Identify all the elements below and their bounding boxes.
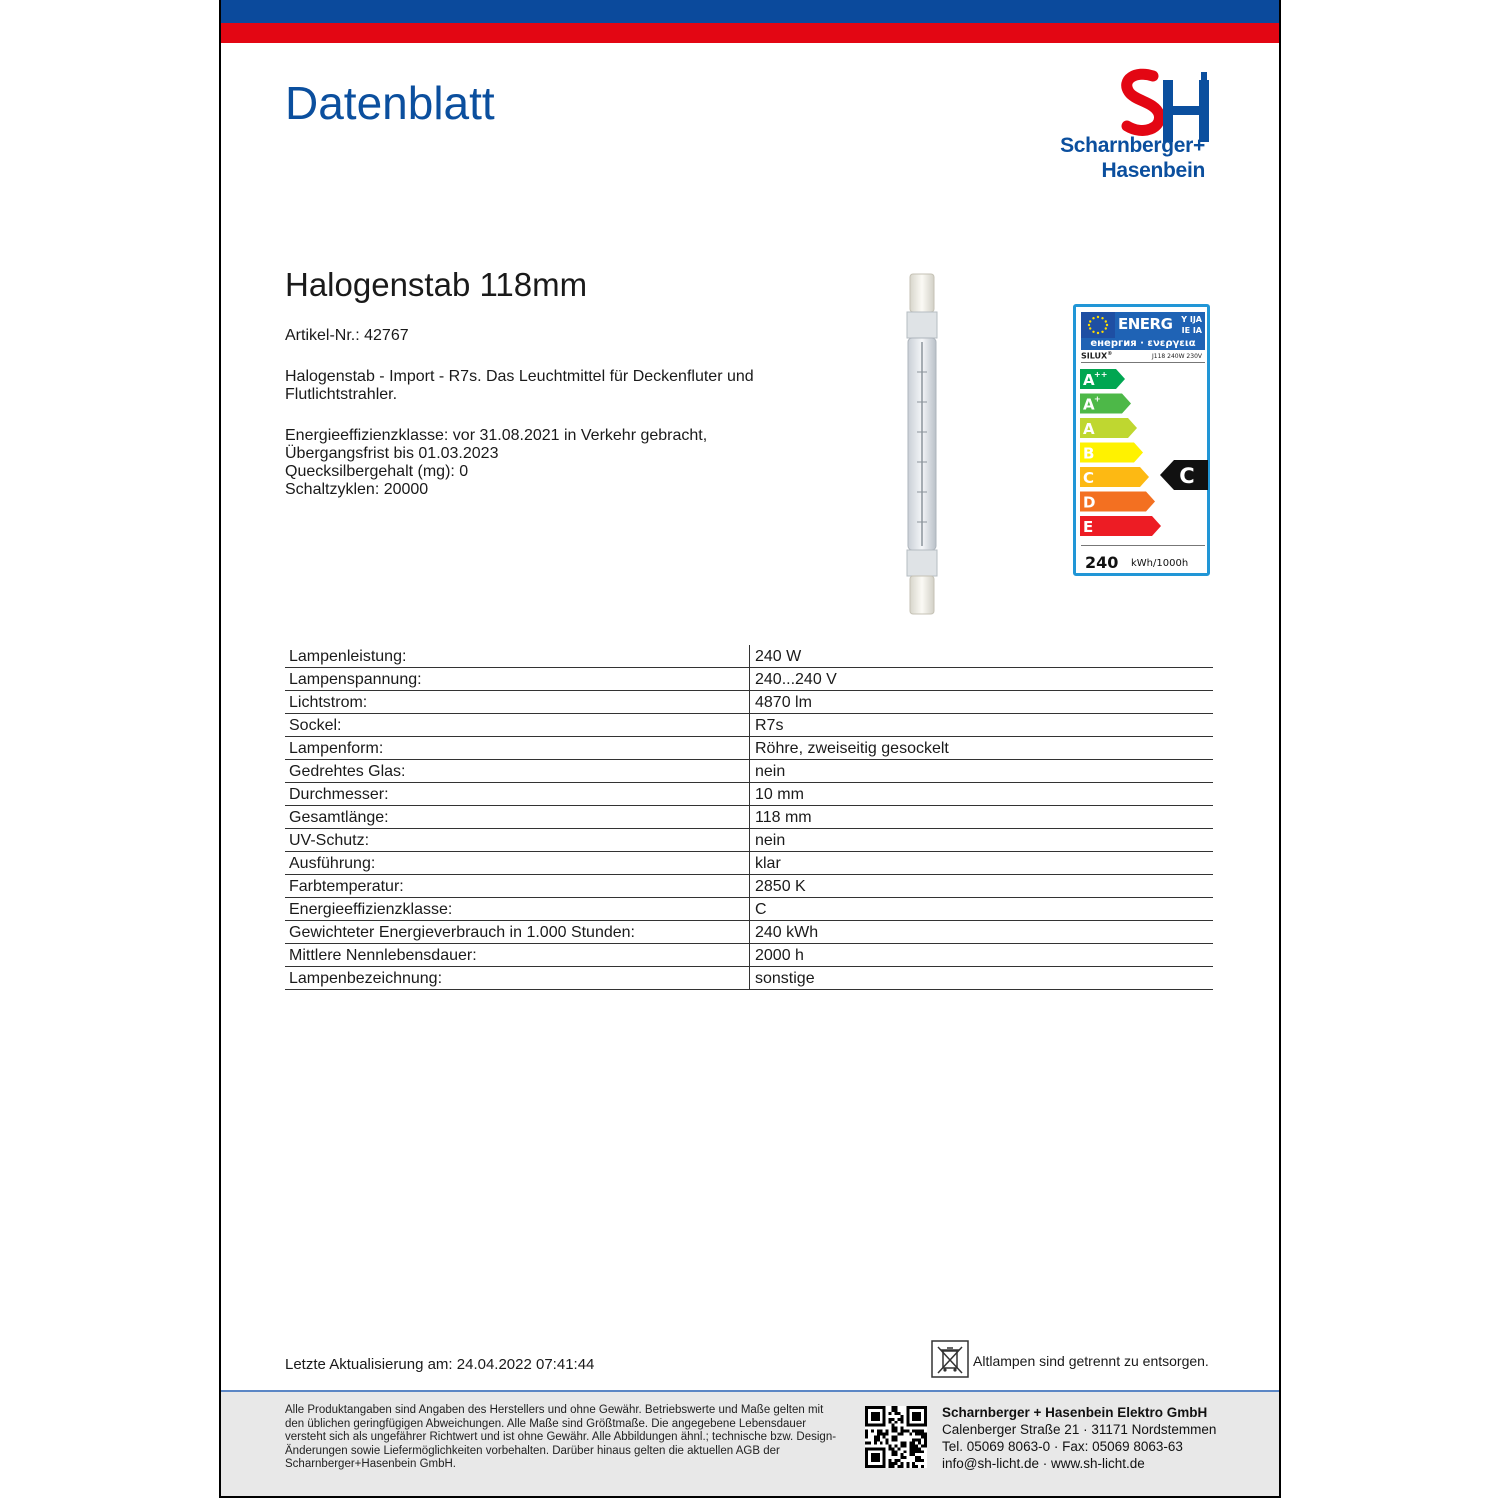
spec-value: 2000 h: [750, 944, 1214, 967]
spec-row: [285, 668, 1213, 691]
spec-row: [285, 967, 1213, 990]
note-line: Energieeffizienzklasse: vor 31.08.2021 in Verkehr gebracht,: [285, 427, 708, 444]
efficiency-class-letter: E: [1083, 518, 1094, 536]
spec-row: [285, 760, 1213, 783]
spec-value: sonstige: [750, 967, 1214, 990]
halogen-rod-lamp-icon: [899, 272, 945, 616]
spec-label: UV-Schutz:: [285, 829, 750, 852]
spec-row: [285, 921, 1213, 944]
energy-label-divider: [1081, 362, 1205, 363]
efficiency-class-letter: A: [1083, 395, 1095, 414]
efficiency-class-letter: C: [1083, 469, 1095, 487]
efficiency-class-letter: A: [1083, 371, 1095, 389]
qr-code-icon: [865, 1406, 927, 1468]
spec-label: Ausführung:: [285, 852, 750, 875]
spec-row: [285, 944, 1213, 967]
brand-mark: ®: [1107, 351, 1113, 357]
spec-value: 10 mm: [750, 783, 1214, 806]
page-footer: [221, 1390, 1279, 1498]
energy-label-subheader: енергия · ενεργεια: [1081, 338, 1205, 350]
spec-value: klar: [750, 852, 1214, 875]
spec-label: Lampenbezeichnung:: [285, 967, 750, 990]
spec-row: [285, 691, 1213, 714]
spec-value: 2850 K: [750, 875, 1214, 898]
footer-disclaimer: Alle Produktangaben sind Angaben des Herstellers und ohne Gewähr. Betriebswerte und Maße gelten mit den üblichen geringfügigen Abweichungen. Alle Maße sind Größtmaße. Die angegebene Lebensdauer versteht sich als ungefährer Richtwert und ist ohne Gewähr. Alle Abbildungen ähnl.; technische bzw. Design-Änderungen sowie Liefermöglichkeiten vorbehalten. Darüber hinaus gelten die aktuellen AGB der Scharnberger+Hasenbein GmbH.: [285, 1404, 837, 1470]
spec-value: 4870 lm: [750, 691, 1214, 714]
logo-text-line1: Scharnberger+: [1060, 134, 1205, 157]
efficiency-class-letter: A: [1083, 420, 1095, 438]
disposal-note: Altlampen sind getrennt zu entsorgen.: [973, 1353, 1209, 1369]
spec-row: [285, 783, 1213, 806]
spec-label: Mittlere Nennlebensdauer:: [285, 944, 750, 967]
spec-row: [285, 714, 1213, 737]
spec-row: [285, 875, 1213, 898]
brand-name: SILUX: [1081, 351, 1108, 361]
header-band-blue: [221, 0, 1279, 23]
spec-label: Gewichteter Energieverbrauch in 1.000 Stunden:: [285, 921, 750, 944]
efficiency-class-letter: B: [1083, 444, 1095, 463]
efficiency-rating-indicator: [1160, 460, 1208, 490]
energy-label-title: ENERG: [1118, 315, 1173, 333]
spec-value: nein: [750, 829, 1214, 852]
energy-label-divider: [1081, 545, 1205, 546]
article-number: Artikel-Nr.: 42767: [285, 327, 409, 344]
spec-label: Gesamtlänge:: [285, 806, 750, 829]
efficiency-class-letter: D: [1083, 493, 1096, 512]
spec-row: [285, 898, 1213, 921]
footer-company: [942, 1404, 1216, 1472]
spec-row: [285, 645, 1213, 668]
spec-value: 240...240 V: [750, 668, 1214, 691]
energy-label-model: J118 240W 230V: [1152, 353, 1202, 360]
note-line: Quecksilbergehalt (mg): 0: [285, 463, 469, 480]
energy-label-suffix: [1181, 314, 1202, 336]
last-updated: Letzte Aktualisierung am: 24.04.2022 07:41:44: [285, 1356, 595, 1373]
company-address: Calenberger Straße 21 · 31171 Nordstemmen: [942, 1422, 1217, 1437]
company-web: info@sh-licht.de · www.sh-licht.de: [942, 1456, 1145, 1471]
spec-label: Gedrehtes Glas:: [285, 760, 750, 783]
spec-label: Farbtemperatur:: [285, 875, 750, 898]
efficiency-class-superscript: +: [1094, 394, 1101, 404]
spec-value: C: [750, 898, 1214, 921]
spec-row: [285, 852, 1213, 875]
energy-label-header: [1081, 312, 1205, 338]
energy-label: [1073, 304, 1210, 576]
spec-label: Durchmesser:: [285, 783, 750, 806]
spec-value: Röhre, zweiseitig gesockelt: [750, 737, 1214, 760]
spec-label: Sockel:: [285, 714, 750, 737]
crossed-out-bin-icon: [931, 1340, 969, 1378]
spec-value: nein: [750, 760, 1214, 783]
spec-label: Lampenspannung:: [285, 668, 750, 691]
logo-text-line2: Hasenbein: [1101, 159, 1205, 182]
spec-row: [285, 806, 1213, 829]
spec-value: R7s: [750, 714, 1214, 737]
company-name: Scharnberger + Hasenbein Elektro GmbH: [942, 1405, 1208, 1420]
note-line: Übergangsfrist bis 01.03.2023: [285, 445, 499, 462]
header-band-red: [221, 23, 1279, 43]
suffix-top: Y IJA: [1181, 315, 1202, 324]
efficiency-scale: [1080, 369, 1162, 539]
suffix-bottom: IE IA: [1181, 326, 1202, 335]
note-line: Schaltzyklen: 20000: [285, 481, 429, 498]
energy-consumption-value: 240: [1085, 553, 1119, 572]
datasheet-page: [219, 0, 1281, 1498]
spec-row: [285, 737, 1213, 760]
spec-value: 240 W: [750, 645, 1214, 668]
spec-label: Lampenleistung:: [285, 645, 750, 668]
company-phone: Tel. 05069 8063-0 · Fax: 05069 8063-63: [942, 1439, 1183, 1454]
energy-label-brand: [1081, 351, 1112, 361]
spec-value: 240 kWh: [750, 921, 1214, 944]
spec-value: 118 mm: [750, 806, 1214, 829]
product-description: Halogenstab - Import - R7s. Das Leuchtmittel für Deckenfluter und Flutlichtstrahler.: [285, 368, 754, 403]
product-notes: [285, 427, 805, 499]
energy-consumption-unit: kWh/1000h: [1131, 558, 1189, 569]
spec-label: Lampenform:: [285, 737, 750, 760]
spec-label: Energieeffizienzklasse:: [285, 898, 750, 921]
spec-row: [285, 829, 1213, 852]
document-title: Datenblatt: [285, 77, 495, 129]
efficiency-rating-letter: C: [1179, 464, 1195, 488]
spec-label: Lichtstrom:: [285, 691, 750, 714]
eu-flag-icon: [1081, 312, 1115, 338]
company-logo: [981, 66, 1221, 186]
spec-table: [285, 645, 1213, 990]
product-title: Halogenstab 118mm: [285, 266, 588, 303]
efficiency-class-superscript: ++: [1094, 370, 1108, 379]
